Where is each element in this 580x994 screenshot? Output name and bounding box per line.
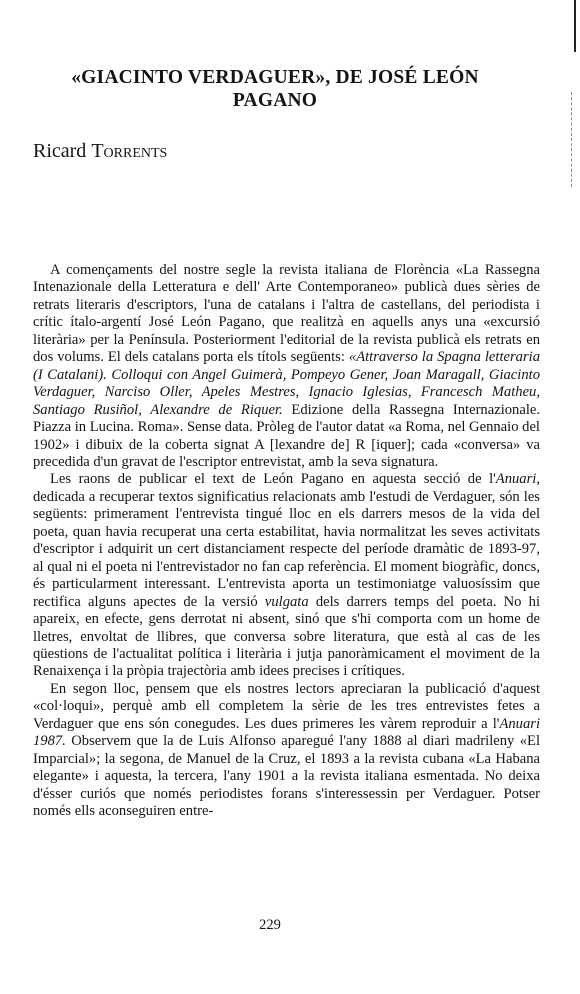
text-run-italic: «Attraverso la Spagna letteraria (I Catalani). Colloqui con Angel Guimerà, Pompeyo Gener, Joan Maragall, Giacinto Verdaguer, Narciso Oller, Apeles Mestres, Ignacio Iglesias, Francesch Matheu, Santiago Rusiñol, Alexandre de Riquer. — [33, 349, 540, 418]
page-edge-line — [574, 0, 576, 52]
page-edge-dashes — [571, 92, 572, 187]
text-run: A començaments del nostre segle la revista italiana de Florència «La Rassegna Intenazionale della Letteratura e dell' Arte Contemporaneo» publicà dues sèries de retrats literaris d'escriptors, l'una de catalans i l'altra de castellans, del periodista i crític ítalo-argentí José León Pagano, que realitzà en aquells anys una «excursió literària» per la Península. Posteriorment l'editorial de la revista publicà els retrats en dos volums. El dels catalans porta els títols següents: — [33, 262, 540, 366]
text-run: dels darrers temps del poeta. No hi apareix, en efecte, gens derrotat ni absent, sinó que s'hi comporta com un home de lletres, envoltat de llibres, que conversa sobre literatura, que està al cas de les qüestions de l'actualitat política i literària i jutja panoràmicament el moviment de la Renaixença i la pròpia trajectòria amb idees precises i crítiques. — [33, 593, 541, 680]
text-run: Edizione della Rassegna Internazionale. Piazza in Lucina. Roma». Sense data. Pròleg de l'autor datat «a Roma, nel Gennaio del 1902» i dibuix de la coberta signat A [lexandre de] R [iquer]; cada «conversa» va precedida d'un gravat de l'escriptor entrevistat, amb la seva signatura. — [33, 401, 540, 470]
author-surname: Torrents — [91, 140, 168, 162]
page-number: 229 — [259, 917, 281, 933]
text-run-italic: Anuari 1987. — [33, 715, 540, 750]
text-run: Observem que la de Luis Alfonso aparegué l'any 1888 al diari madrileny «El Imparcial»; la segona, de Manuel de la Cruz, el 1893 a la revista cubana «La Habana elegante» i aquesta, la tercera, l'any 1901 a la revista italiana esmentada. No deixa d'ésser curiós que només periodistes forans s'interessessin per Verdaguer. Potser només ells aconseguiren entre- — [33, 733, 540, 820]
text-run: En segon lloc, pensem que els nostres lectors apreciaran la publicació d'aquest «col·loqui», perquè amb ell completem la sèrie de les tres entrevistes fetes a Verdaguer que ens són conegudes. Les dues primeres les vàrem reproduir a l' — [33, 680, 540, 732]
text-run: Les raons de publicar el text de León Pagano en aquesta secció de l' — [50, 471, 496, 488]
article-body — [33, 262, 540, 821]
author-name — [33, 139, 167, 163]
paragraph — [33, 262, 540, 471]
text-run-italic: vulgata — [264, 593, 309, 610]
author-given-name: Ricard — [33, 140, 87, 162]
article-title: «GIACINTO VERDAGUER», DE JOSÉ LEÓN PAGANO — [71, 67, 479, 111]
paragraph — [33, 681, 540, 821]
text-run: , dedicada a recuperar textos significatius relacionats amb l'estudi de Verdaguer, són les següents: primerament l'entrevista tingué lloc en els darrers mesos de la vida del poeta, quan havia recuperat una certa estabilitat, havia normalitzat les seves activitats d'escriptor i adquirit un cert distanciament respecte del període dramàtic de 1893-97, al qual ni el poeta ni l'entrevistador no fan cap referència. El moment biogràfic, doncs, és particularment interessant. L'entrevista aporta un testimoniatge valuosíssim que rectifica alguns apectes de la versió — [33, 471, 540, 610]
text-run-italic: Anuari — [495, 471, 537, 488]
paragraph — [33, 471, 540, 680]
